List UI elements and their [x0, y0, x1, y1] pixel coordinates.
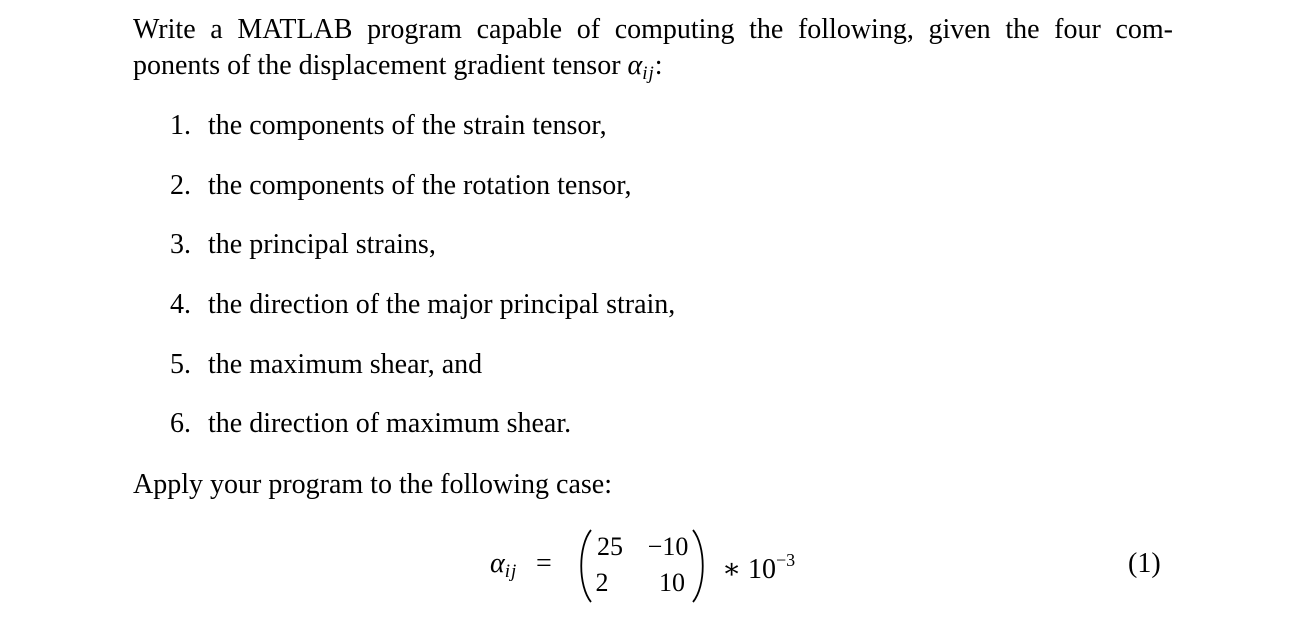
list-item-number: 1. [170, 110, 191, 141]
list-item-text: the principal strains, [208, 229, 436, 261]
list-item-number: 3. [170, 229, 191, 261]
lhs-alpha-symbol: α [490, 548, 505, 579]
list-item-text: the components of the strain tensor, [208, 110, 607, 141]
matrix-cell: 2 [595, 568, 609, 597]
alpha-symbol: α [627, 50, 643, 81]
matrix-cell: −10 [647, 532, 689, 561]
apply-instruction: Apply your program to the following case: [133, 469, 613, 500]
equation-lhs [490, 548, 517, 583]
list-item-number: 4. [170, 289, 191, 321]
list-item [170, 225, 675, 285]
scale-factor [722, 550, 795, 586]
alpha-subscript: ij [642, 63, 655, 84]
equation-number: (1) [1128, 548, 1161, 579]
list-item-text: the components of the rotation tensor, [208, 169, 632, 201]
list-item-number: 2. [170, 169, 191, 201]
list-item [170, 404, 675, 464]
list-item-text: the maximum shear, and [208, 348, 483, 380]
intro-colon: : [654, 50, 663, 81]
problem-statement [133, 12, 1173, 92]
intro-text: Write a MATLAB program capable of computing the following, given the four com- ponents of the displacement gradient tensor [133, 14, 1173, 81]
multiplier: ∗ 10 [722, 554, 777, 585]
list-item [170, 285, 675, 345]
list-item [170, 106, 675, 166]
list-item-text: the direction of maximum shear. [208, 408, 572, 440]
matrix-cell: 10 [659, 568, 685, 597]
list-item-number: 6. [170, 408, 191, 440]
exponent: −3 [776, 550, 796, 570]
task-list [170, 106, 675, 464]
list-item-text: the direction of the major principal strain, [208, 289, 676, 321]
matrix-cell: 25 [597, 532, 623, 561]
equals-sign: = [536, 548, 552, 579]
lhs-subscript: ij [504, 561, 518, 582]
equation [490, 528, 830, 608]
list-item [170, 345, 675, 405]
list-item [170, 166, 675, 226]
list-item-number: 5. [170, 348, 191, 380]
right-parenthesis [690, 528, 710, 604]
